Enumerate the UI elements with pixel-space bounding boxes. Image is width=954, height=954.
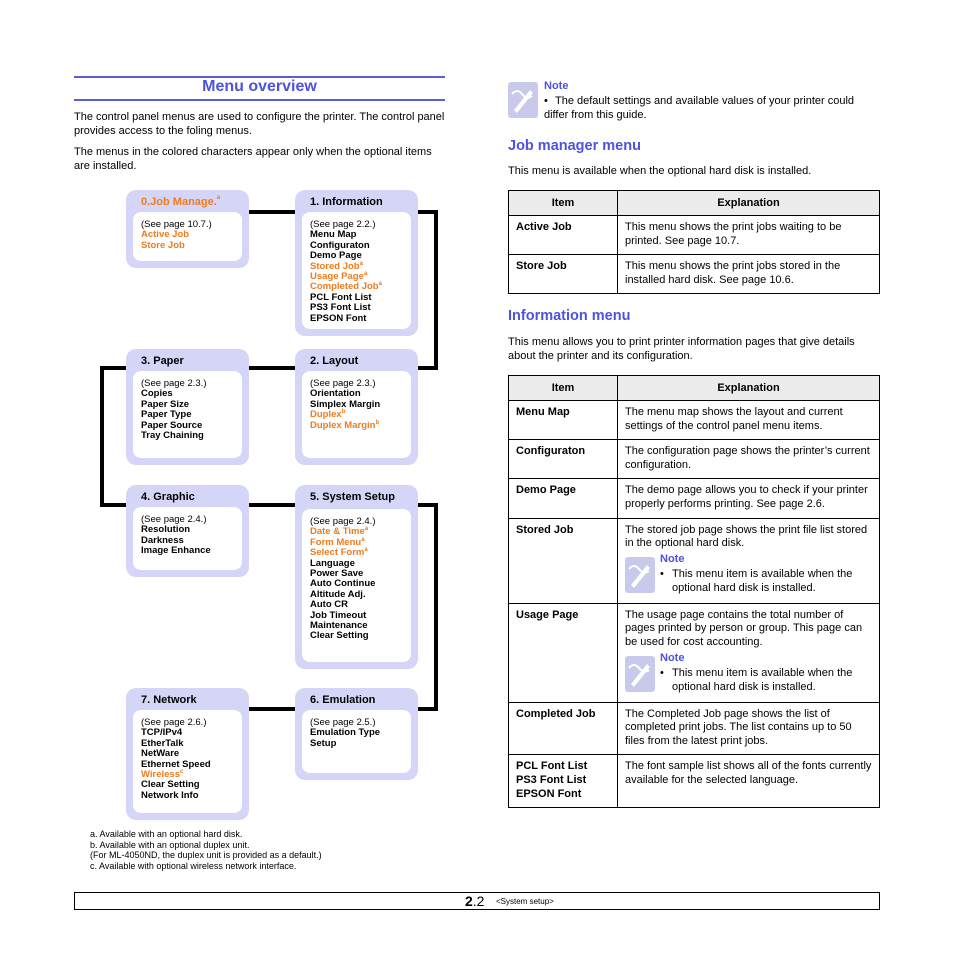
menu-item: Auto CR — [310, 599, 348, 611]
table-row — [509, 440, 880, 479]
note-text: • The default settings and available values of your printer could differ from this guide. — [544, 95, 855, 121]
note-heading: Note — [544, 80, 569, 92]
page-number: 2.2 — [465, 893, 485, 909]
menu-item: NetWare — [141, 748, 180, 760]
box-content — [302, 212, 411, 329]
table-row — [509, 255, 880, 294]
box-content — [302, 371, 411, 458]
see-page: (See page 2.4.) — [310, 516, 376, 527]
item-list — [310, 389, 403, 431]
menu-item: EtherTalk — [141, 737, 184, 749]
menu-item: Auto Continue — [310, 578, 376, 590]
menu-box-network — [126, 688, 249, 820]
connector-6-right — [418, 707, 438, 711]
box-title: 1. Information — [310, 196, 383, 208]
menu-box-emulation — [295, 688, 418, 780]
box-content — [133, 507, 242, 570]
cell-note — [625, 651, 872, 696]
cell-explanation: This menu shows the print jobs waiting to be printed. See page 10.7. — [618, 216, 880, 255]
menu-item: Select Form$^a$ — [310, 547, 368, 559]
menu-item: Wireless$^c$ — [141, 769, 184, 781]
box-title: 5. System Setup — [310, 491, 395, 503]
information-heading: Information menu — [508, 308, 631, 324]
connector-3-2 — [249, 366, 296, 370]
cell-item: Store Job — [509, 255, 618, 294]
connector-4-left — [100, 503, 128, 507]
menu-item: Date & Time$^a$ — [310, 526, 369, 538]
menu-item: PCL Font List — [310, 291, 372, 303]
box-title: 3. Paper — [141, 355, 184, 367]
see-page: (See page 2.3.) — [310, 378, 376, 389]
table-row — [509, 216, 880, 255]
cell-item: Completed Job — [509, 702, 618, 755]
connector-7-6 — [249, 707, 296, 711]
box-title: 0.Job Manage.$^a$ — [141, 195, 221, 208]
cell-item: Menu Map — [509, 401, 618, 440]
menu-item: Clear Setting — [141, 779, 200, 791]
menu-box-graphic — [126, 485, 249, 577]
menu-item: PS3 Font List — [310, 302, 371, 314]
information-table — [508, 375, 880, 808]
item-list — [141, 728, 234, 801]
see-page: (See page 10.7.) — [141, 219, 212, 230]
box-content — [302, 509, 411, 662]
col-item-header: Item — [509, 191, 618, 216]
note-icon — [625, 656, 655, 692]
footnote: a. Available with an optional hard disk. — [90, 829, 243, 839]
connector-3-left — [100, 366, 128, 370]
menu-item: Maintenance — [310, 620, 368, 632]
cell-explanation: The usage page contains the total number of pages printed by person or group. This page can be used for cost accounting. Note • This menu item is available when the optional hard disk is installed. — [618, 603, 880, 702]
note-text: • This menu item is available when the optional hard disk is installed. — [660, 666, 853, 693]
box-title: 7. Network — [141, 694, 197, 706]
menu-item: Image Enhance — [141, 545, 211, 557]
menu-item: Copies — [141, 388, 173, 400]
footnote: c. Available with optional wireless network interface. — [90, 860, 297, 871]
menu-item: Network Info — [141, 789, 199, 801]
box-title: 4. Graphic — [141, 491, 195, 503]
menu-item: Darkness — [141, 534, 184, 546]
job-manager-intro: This menu is available when the optional hard disk is installed. — [508, 165, 812, 177]
cell-explanation: This menu shows the print jobs stored in the installed hard disk. See page 10.6. — [618, 255, 880, 294]
col-explanation-header: Explanation — [618, 191, 880, 216]
menu-box-system-setup — [295, 485, 418, 669]
connector-4-5 — [249, 503, 296, 507]
job-manager-table — [508, 190, 880, 294]
menu-item: Paper Size — [141, 398, 190, 410]
see-page: (See page 2.6.) — [141, 717, 207, 728]
connector-right-vertical-1 — [434, 210, 438, 370]
see-page: (See page 2.2.) — [310, 219, 376, 230]
footnote: b. Available with an optional duplex unit. — [90, 839, 250, 850]
menu-item: Clear Setting — [310, 630, 369, 642]
colored-note-paragraph: The menus in the colored characters appear only when the optional items are installed. — [74, 146, 432, 172]
connector-right-vertical-2 — [434, 503, 438, 711]
menu-item: Power Save — [310, 568, 364, 580]
menu-item: Store Job — [141, 239, 185, 251]
menu-item: Altitude Adj. — [310, 588, 366, 600]
footnote: (For ML-4050ND, the duplex unit is provided as a default.) — [90, 850, 322, 861]
box-content — [133, 212, 242, 261]
see-page: (See page 2.3.) — [141, 378, 207, 389]
menu-item: Setup — [310, 737, 337, 749]
menu-item: Completed Job$^a$ — [310, 281, 382, 293]
job-manager-heading: Job manager menu — [508, 138, 641, 154]
cell-note — [625, 552, 872, 597]
item-list — [310, 527, 403, 641]
section-label: <System setup> — [496, 897, 554, 906]
information-intro: This menu allows you to print printer information pages that give details about the printer and its configuration. — [508, 336, 855, 362]
page-footer — [74, 892, 880, 910]
cell-item: Stored Job — [509, 518, 618, 603]
menu-item: TCP/IPv4 — [141, 727, 183, 739]
footnotes — [90, 829, 322, 871]
note-icon — [508, 82, 538, 118]
cell-item: Configuraton — [509, 440, 618, 479]
cell-item: Usage Page — [509, 603, 618, 702]
menu-box-information — [295, 190, 418, 336]
menu-item: Duplex Margin$^b$ — [310, 419, 380, 431]
menu-item: Configuraton — [310, 239, 370, 251]
connector-0-1 — [249, 210, 296, 214]
title-rule-bottom — [74, 99, 445, 101]
menu-box-paper — [126, 349, 249, 465]
menu-item: Ethernet Speed — [141, 758, 211, 770]
cell-explanation: The font sample list shows all of the fonts currently available for the selected language. — [618, 755, 880, 808]
menu-item: Emulation Type — [310, 727, 381, 739]
menu-item: Simplex Margin — [310, 398, 381, 410]
col-item-header: Item — [509, 376, 618, 401]
cell-explanation: The configuration page shows the printer’s current configuration. — [618, 440, 880, 479]
menu-item: Stored Job$^a$ — [310, 260, 363, 272]
menu-item: Usage Page$^a$ — [310, 271, 368, 283]
info-table-body — [509, 401, 880, 808]
cell-item: Active Job — [509, 216, 618, 255]
menu-item: Job Timeout — [310, 609, 367, 621]
note-icon — [625, 557, 655, 593]
menu-box-job-manage — [126, 190, 249, 268]
menu-item: Active Job — [141, 229, 190, 241]
cell-explanation: The stored job page shows the print file list stored in the optional hard disk. Note • This menu item is available when the optional hard disk is installed. — [618, 518, 880, 603]
box-content — [133, 371, 242, 458]
table-row — [509, 603, 880, 702]
col-explanation-header: Explanation — [618, 376, 880, 401]
page-title: Menu overview — [202, 78, 317, 95]
note-heading: Note — [660, 651, 685, 664]
intro-paragraph: The control panel menus are used to configure the printer. The control panel provides access to the foling menus. — [74, 111, 445, 137]
connector-left-vertical — [100, 366, 104, 507]
cell-explanation: The demo page allows you to check if your printer properly performs printing. See page 2.6. — [618, 479, 880, 518]
note-text: • This menu item is available when the optional hard disk is installed. — [660, 567, 853, 594]
menu-item: EPSON Font — [310, 312, 367, 324]
table-row — [509, 755, 880, 808]
menu-box-layout — [295, 349, 418, 465]
cell-item: PCL Font List PS3 Font List EPSON Font — [509, 755, 618, 808]
connector-2-right — [418, 366, 438, 370]
table-row — [509, 401, 880, 440]
box-title: 2. Layout — [310, 355, 359, 367]
menu-item: Language — [310, 557, 355, 569]
table-row — [509, 702, 880, 755]
cell-explanation: The menu map shows the layout and current settings of the control panel menu items. — [618, 401, 880, 440]
menu-item: Resolution — [141, 524, 191, 536]
see-page: (See page 2.5.) — [310, 717, 376, 728]
cell-item: Demo Page — [509, 479, 618, 518]
item-list — [310, 230, 403, 324]
menu-item: Demo Page — [310, 250, 362, 262]
job-table-body — [509, 216, 880, 294]
box-content — [302, 710, 411, 773]
menu-item: Paper Source — [141, 419, 203, 431]
see-page: (See page 2.4.) — [141, 514, 207, 525]
note-heading: Note — [660, 552, 685, 565]
menu-item: Menu Map — [310, 229, 357, 241]
cell-explanation: The Completed Job page shows the list of completed print jobs. The list contains up to 50 files from the latest print jobs. — [618, 702, 880, 755]
menu-item: Orientation — [310, 388, 361, 400]
table-row — [509, 479, 880, 518]
menu-item: Paper Type — [141, 409, 192, 421]
box-title: 6. Emulation — [310, 694, 376, 706]
menu-item: Form Menu$^a$ — [310, 536, 365, 548]
menu-item: Duplex$^b$ — [310, 409, 346, 421]
box-content — [133, 710, 242, 813]
menu-item: Tray Chaining — [141, 430, 204, 442]
table-row — [509, 518, 880, 603]
